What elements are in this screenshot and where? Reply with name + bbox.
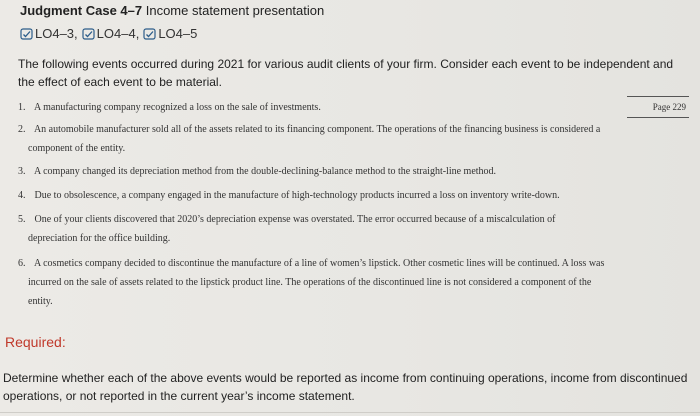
item-text: A company changed its depreciation method from the double-declining-balance method to the straight-line method. <box>33 166 497 177</box>
lo-label: LO4–4, <box>96 26 140 41</box>
lo-label: LO4–5 <box>158 26 198 41</box>
lo-item[interactable] <box>143 26 197 41</box>
learning-objectives <box>20 26 197 41</box>
item-text-continued: entity. <box>28 296 53 307</box>
item-text-continued: depreciation for the office building. <box>28 233 171 244</box>
item-text: An automobile manufacturer sold all of the assets related to its financing component. The operations of the financing business is considered a <box>33 124 601 135</box>
list-item <box>18 186 690 205</box>
item-number: 2. <box>18 124 26 135</box>
item-number: 5. <box>18 214 26 225</box>
item-number: 3. <box>18 166 26 177</box>
item-number: 1. <box>18 102 26 113</box>
item-text: One of your clients discovered that 2020’s depreciation expense was overstated. The error occurred because of a miscalculation of <box>34 214 556 225</box>
item-text: A manufacturing company recognized a loss on the sale of investments. <box>33 102 321 113</box>
lo-label: LO4–3, <box>35 26 78 41</box>
item-text: A cosmetics company decided to discontinue the manufacture of a line of women’s lipstick. Other cosmetic lines will be continued. A loss was <box>33 258 605 269</box>
page-reference: Page 229 <box>627 96 689 118</box>
case-label: Judgment Case 4–7 <box>20 3 143 18</box>
case-title <box>20 3 324 18</box>
item-number: 4. <box>18 190 26 201</box>
item-text-continued: component of the entity. <box>28 143 126 154</box>
edit-check-icon <box>143 28 157 40</box>
list-item <box>18 210 690 248</box>
case-name: Income statement presentation <box>145 3 325 18</box>
required-text: Determine whether each of the above events would be reported as income from continuing operations, income from discontinued operations, or not reported in the current year’s income statement. <box>3 371 688 403</box>
list-item <box>18 254 690 311</box>
list-item <box>18 162 690 181</box>
item-text-continued: incurred on the sale of assets related to the lipstick product line. The operations of the discontinued line is not considered a component of the <box>28 277 592 288</box>
intro-paragraph: The following events occurred during 2021 for various audit clients of your firm. Consider each event to be independent and the effect of each event to be material. <box>18 57 674 89</box>
list-item <box>18 98 690 117</box>
edit-check-icon <box>82 28 96 40</box>
lo-item[interactable] <box>82 26 140 41</box>
list-item <box>18 120 690 158</box>
edit-check-icon <box>20 28 34 40</box>
required-heading: Required: <box>5 334 66 350</box>
item-text: Due to obsolescence, a company engaged in the manufacture of high-technology products incurred a loss on inventory write-down. <box>34 190 560 201</box>
lo-item[interactable] <box>20 26 78 41</box>
divider <box>0 412 700 413</box>
item-number: 6. <box>18 258 26 269</box>
